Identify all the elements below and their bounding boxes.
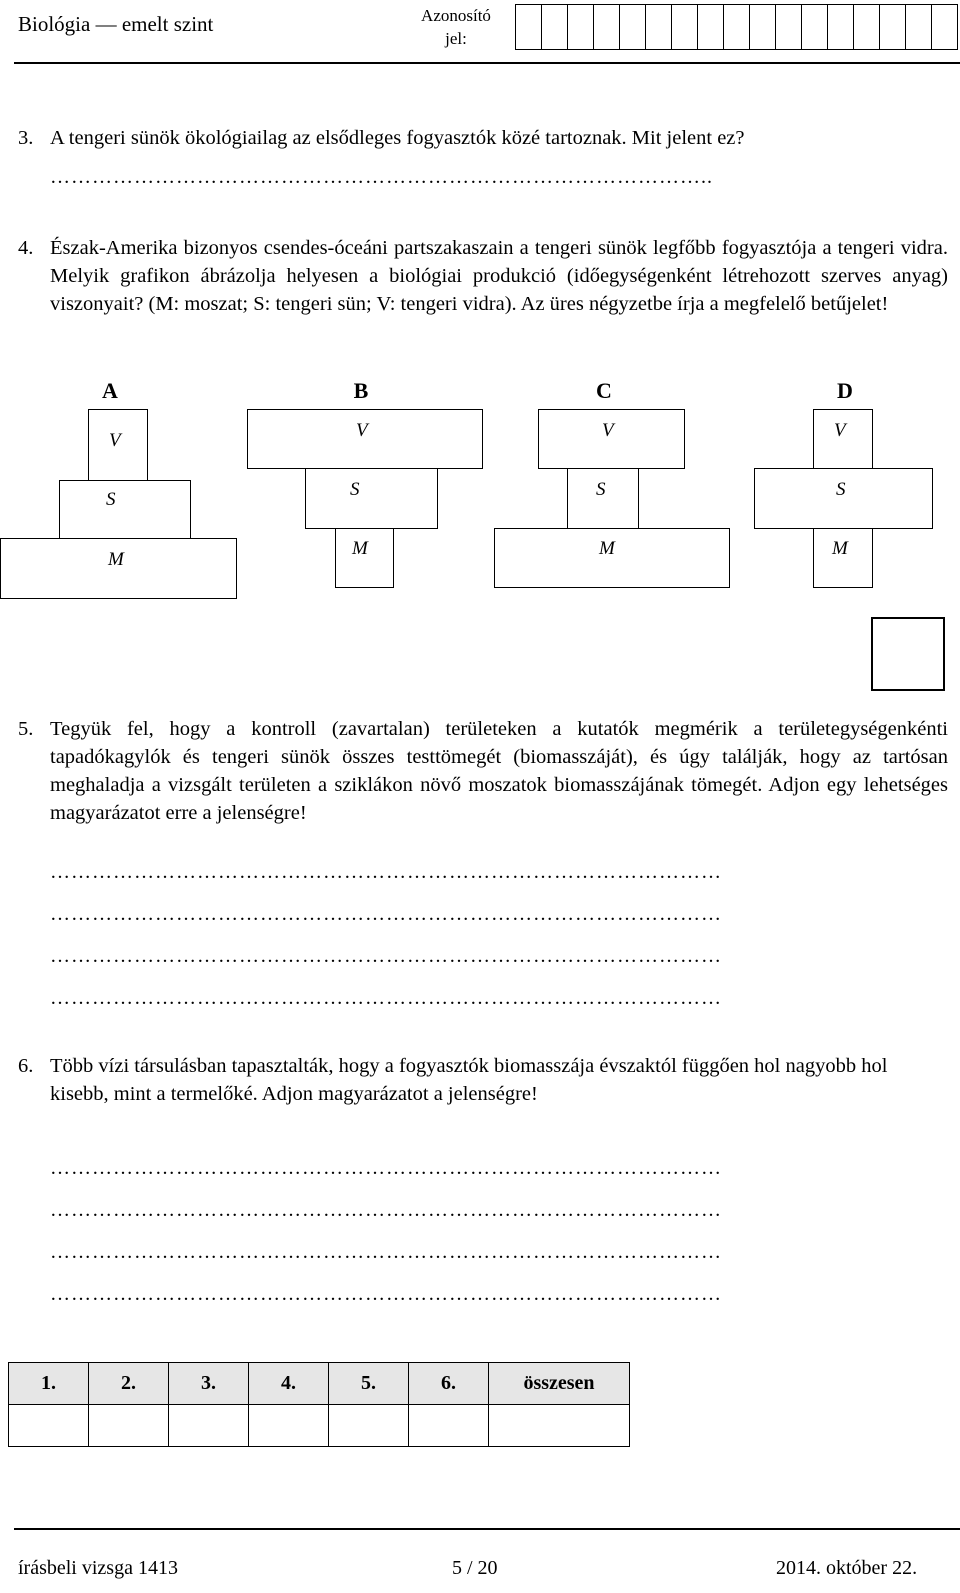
score-header-6: 6. <box>409 1363 489 1405</box>
footer-rule <box>14 1528 960 1530</box>
score-cell[interactable] <box>249 1405 329 1447</box>
score-header-2: 2. <box>89 1363 169 1405</box>
pyramid-b-level-s: S <box>305 468 438 529</box>
question-3: 3. A tengeri sünök ökológiailag az elsődleges fogyasztók közé tartoznak. Mit jelent ez? <box>18 127 745 149</box>
pyramid-b-level-m: M <box>335 528 394 588</box>
pyramid-d-level-m: M <box>813 528 873 588</box>
pyramid-c-level-m: M <box>494 528 730 588</box>
id-digit-box[interactable] <box>593 4 620 50</box>
id-digit-box[interactable] <box>697 4 724 50</box>
score-header-total: összesen <box>489 1363 630 1405</box>
answer-line-q5[interactable]: …………………………………………………………………………………… <box>50 861 722 883</box>
pyramid-label-c: C <box>596 378 612 403</box>
answer-line-q3[interactable]: ………………………………………………………………………………….. <box>50 166 713 188</box>
id-digit-box[interactable] <box>775 4 802 50</box>
score-table <box>8 1362 630 1447</box>
id-boxes <box>516 4 958 50</box>
score-header-3: 3. <box>169 1363 249 1405</box>
score-cell[interactable] <box>89 1405 169 1447</box>
answer-line-q5[interactable]: …………………………………………………………………………………… <box>50 903 722 925</box>
footer-exam-code: írásbeli vizsga 1413 <box>18 1557 178 1579</box>
header-rule <box>14 62 960 64</box>
answer-line-q6[interactable]: …………………………………………………………………………………… <box>50 1157 722 1179</box>
pyramid-d-level-v: V <box>813 409 873 469</box>
id-digit-box[interactable] <box>723 4 750 50</box>
id-digit-box[interactable] <box>801 4 828 50</box>
answer-line-q6[interactable]: …………………………………………………………………………………… <box>50 1199 722 1221</box>
pyramid-b-level-v: V <box>247 409 483 469</box>
question-6: 6. Több vízi társulásban tapasztalták, hogy a fogyasztók biomasszája évszaktól függően hol nagyobb hol kisebb, mint a termelőké. Adjon magyarázatot a jelenségre! <box>18 1055 888 1105</box>
pyramid-c-level-v: V <box>538 409 685 469</box>
header-title: Biológia — emelt szint <box>18 12 214 36</box>
id-digit-box[interactable] <box>931 4 958 50</box>
id-digit-box[interactable] <box>671 4 698 50</box>
score-cell[interactable] <box>329 1405 409 1447</box>
answer-line-q5[interactable]: …………………………………………………………………………………… <box>50 945 722 967</box>
score-header-5: 5. <box>329 1363 409 1405</box>
id-digit-box[interactable] <box>515 4 542 50</box>
id-digit-box[interactable] <box>853 4 880 50</box>
pyramid-a-level-v: V <box>88 409 148 481</box>
id-label: Azonosító jel: <box>421 6 491 48</box>
pyramid-c-level-s: S <box>567 468 639 529</box>
answer-box-q4[interactable] <box>871 617 945 691</box>
id-digit-box[interactable] <box>827 4 854 50</box>
footer-date: 2014. október 22. <box>776 1557 918 1579</box>
answer-line-q5[interactable]: …………………………………………………………………………………… <box>50 987 722 1009</box>
question-5: 5. Tegyük fel, hogy a kontroll (zavartalan) területeken a kutatók megmérik a területegységenkénti tapadókagylók és tengeri sünök összes testtömegét (biomasszáját), és úgy találják, hogy az tartósan meghaladja a vizsgált területen a sziklákon növő moszatok biomasszájának tömegét. Adjon egy lehetséges magyarázatot erre a jelenségre! <box>18 718 948 824</box>
footer-page-number: 5 / 20 <box>452 1557 498 1579</box>
pyramid-label-d: D <box>837 378 853 403</box>
pyramid-a-level-s: S <box>59 480 191 539</box>
score-table-value-row <box>9 1405 630 1447</box>
answer-line-q6[interactable]: …………………………………………………………………………………… <box>50 1241 722 1263</box>
question-4: 4. Észak-Amerika bizonyos csendes-óceáni partszakaszain a tengeri sünök legfőbb fogyasztója a tengeri vidra. Melyik grafikon ábrázolja helyesen a biológiai produkció (időegységenként létrehozott szerves anyag) viszonyait? (M: moszat; S: tengeri sün; V: tengeri vidra). Az üres négyzetbe írja a megfelelő betűjelet! <box>18 237 948 315</box>
id-digit-box[interactable] <box>619 4 646 50</box>
pyramid-d-level-s: S <box>754 468 933 529</box>
pyramid-label-b: B <box>353 378 369 403</box>
score-cell[interactable] <box>9 1405 89 1447</box>
score-header-1: 1. <box>9 1363 89 1405</box>
id-digit-box[interactable] <box>567 4 594 50</box>
score-cell[interactable] <box>409 1405 489 1447</box>
answer-line-q6[interactable]: …………………………………………………………………………………… <box>50 1283 722 1305</box>
id-digit-box[interactable] <box>541 4 568 50</box>
id-digit-box[interactable] <box>645 4 672 50</box>
id-digit-box[interactable] <box>749 4 776 50</box>
id-digit-box[interactable] <box>879 4 906 50</box>
score-cell[interactable] <box>169 1405 249 1447</box>
score-header-4: 4. <box>249 1363 329 1405</box>
pyramid-a-level-m: M <box>0 538 237 599</box>
score-cell-total[interactable] <box>489 1405 630 1447</box>
score-table-header-row <box>9 1363 630 1405</box>
pyramid-label-a: A <box>102 378 118 403</box>
id-digit-box[interactable] <box>905 4 932 50</box>
